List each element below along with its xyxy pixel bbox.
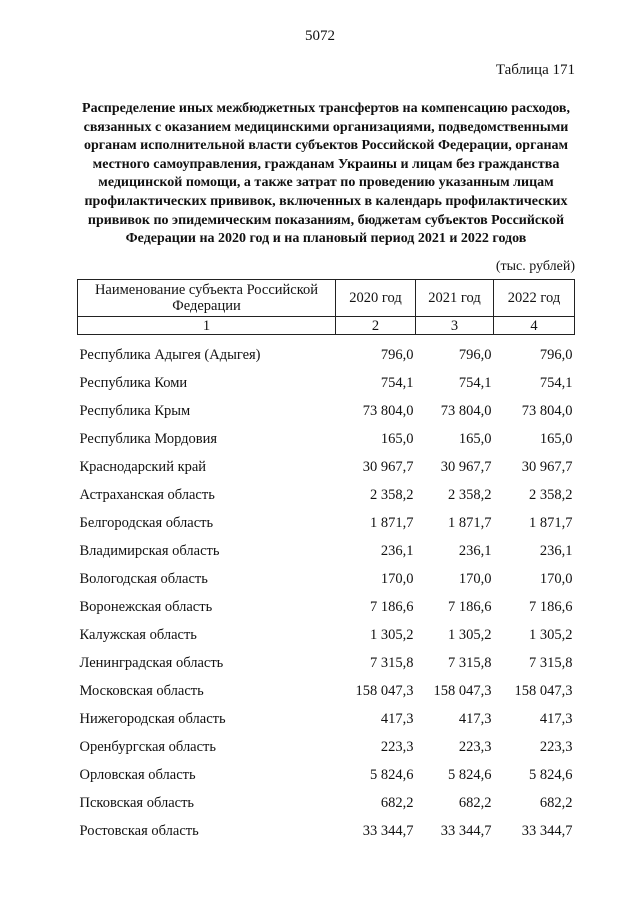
table-row <box>78 705 575 733</box>
region-name-cell: Оренбургская область <box>79 738 217 755</box>
table-row <box>78 369 575 397</box>
value-2020-cell: 2 358,2 <box>370 486 414 503</box>
value-2022-cell: 1 871,7 <box>529 514 573 531</box>
value-2021-cell: 5 824,6 <box>448 766 492 783</box>
value-2022-cell: 417,3 <box>539 710 573 727</box>
value-2022-cell: 7 186,6 <box>529 598 573 615</box>
value-2020-cell: 1 871,7 <box>370 514 414 531</box>
value-2020-cell: 5 824,6 <box>370 766 414 783</box>
table-row <box>78 789 575 817</box>
value-2021-cell: 236,1 <box>458 542 492 559</box>
value-2020-cell: 7 186,6 <box>370 598 414 615</box>
value-2020-cell: 1 305,2 <box>370 626 414 643</box>
value-2021-cell: 1 305,2 <box>448 626 492 643</box>
region-name-cell: Республика Адыгея (Адыгея) <box>79 346 261 363</box>
region-name-cell: Республика Крым <box>79 402 191 419</box>
region-name-cell: Воронежская область <box>79 598 213 615</box>
region-name-cell: Нижегородская область <box>79 710 226 727</box>
value-2020-cell: 33 344,7 <box>362 822 414 839</box>
value-2022-cell: 5 824,6 <box>529 766 573 783</box>
region-name-cell: Краснодарский край <box>79 458 207 475</box>
table-row <box>78 649 575 677</box>
value-2020-cell: 165,0 <box>380 430 414 447</box>
transfers-table <box>77 279 575 845</box>
value-2020-cell: 170,0 <box>380 570 414 587</box>
value-2022-cell: 754,1 <box>539 374 573 391</box>
value-2022-cell: 170,0 <box>539 570 573 587</box>
value-2020-cell: 796,0 <box>380 346 414 363</box>
document-title: Распределение иных межбюджетных трансфертов на компенсацию расходов, связанных с оказанием медицинскими организациями, подведомственными органам исполнительной власти субъектов Российской Федерации, органам местного самоуправления, гражданам Украины и лицам без гражданства медицинской помощи, а также затрат по проведению указанным лицам профилактических прививок, включенных в календарь профилактических прививок по эпидемическим показаниям, бюджетам субъектов Российской Федерации на 2020 год и на плановый период 2021 и 2022 годов <box>82 101 570 247</box>
table-row <box>78 733 575 761</box>
table-body <box>78 335 575 846</box>
value-2022-cell: 30 967,7 <box>521 458 573 475</box>
region-name-cell: Белгородская область <box>79 514 214 531</box>
table-row <box>78 481 575 509</box>
column-number: 2 <box>336 317 416 335</box>
value-2020-cell: 73 804,0 <box>362 402 414 419</box>
table-row <box>78 537 575 565</box>
value-2021-cell: 223,3 <box>458 738 492 755</box>
table-row <box>78 677 575 705</box>
value-2021-cell: 170,0 <box>458 570 492 587</box>
table-row <box>78 761 575 789</box>
region-name-cell: Калужская область <box>79 626 197 643</box>
region-name-cell: Ленинградская область <box>79 654 224 671</box>
table-label: Таблица 171 <box>495 62 575 78</box>
region-name-cell: Республика Коми <box>79 374 188 391</box>
column-numbers-row <box>78 317 575 335</box>
value-2022-cell: 158 047,3 <box>514 682 573 699</box>
value-2020-cell: 223,3 <box>380 738 414 755</box>
region-name-cell: Астраханская область <box>79 486 215 503</box>
region-name-cell: Ростовская область <box>79 822 199 839</box>
region-name-cell: Московская область <box>79 682 204 699</box>
value-2022-cell: 2 358,2 <box>529 486 573 503</box>
region-name-cell: Вологодская область <box>79 570 208 587</box>
value-2021-cell: 158 047,3 <box>433 682 492 699</box>
value-2022-cell: 236,1 <box>539 542 573 559</box>
value-2021-cell: 2 358,2 <box>448 486 492 503</box>
column-number: 3 <box>416 317 494 335</box>
region-name-cell: Псковская область <box>79 794 195 811</box>
value-2020-cell: 417,3 <box>380 710 414 727</box>
units-label: (тыс. рублей) <box>495 259 575 274</box>
value-2021-cell: 1 871,7 <box>448 514 492 531</box>
table-row <box>78 621 575 649</box>
region-name-cell: Республика Мордовия <box>79 430 218 447</box>
value-2021-cell: 7 315,8 <box>448 654 492 671</box>
value-2022-cell: 165,0 <box>539 430 573 447</box>
table-row <box>78 425 575 453</box>
table-row <box>78 453 575 481</box>
header-2022: 2022 год <box>494 280 575 317</box>
table-row <box>78 565 575 593</box>
region-name-cell: Орловская область <box>79 766 196 783</box>
value-2021-cell: 796,0 <box>458 346 492 363</box>
value-2021-cell: 30 967,7 <box>440 458 492 475</box>
header-region-name: Наименование субъекта Российской Федерации <box>78 280 336 317</box>
value-2022-cell: 7 315,8 <box>529 654 573 671</box>
region-name-cell: Владимирская область <box>79 542 220 559</box>
table-row <box>78 397 575 425</box>
value-2020-cell: 682,2 <box>380 794 414 811</box>
value-2022-cell: 33 344,7 <box>521 822 573 839</box>
header-2020: 2020 год <box>336 280 416 317</box>
value-2020-cell: 7 315,8 <box>370 654 414 671</box>
value-2021-cell: 73 804,0 <box>440 402 492 419</box>
table-row <box>78 817 575 845</box>
value-2020-cell: 236,1 <box>380 542 414 559</box>
column-number: 1 <box>78 317 336 335</box>
value-2022-cell: 682,2 <box>539 794 573 811</box>
value-2020-cell: 754,1 <box>380 374 414 391</box>
table-row <box>78 509 575 537</box>
value-2021-cell: 7 186,6 <box>448 598 492 615</box>
table-row <box>78 593 575 621</box>
column-number: 4 <box>494 317 575 335</box>
table-row <box>78 335 575 370</box>
value-2022-cell: 223,3 <box>539 738 573 755</box>
value-2021-cell: 33 344,7 <box>440 822 492 839</box>
value-2021-cell: 682,2 <box>458 794 492 811</box>
value-2022-cell: 73 804,0 <box>521 402 573 419</box>
header-2021: 2021 год <box>416 280 494 317</box>
page-number: 5072 <box>305 28 335 44</box>
value-2022-cell: 1 305,2 <box>529 626 573 643</box>
value-2021-cell: 165,0 <box>458 430 492 447</box>
table-header-row <box>78 280 575 317</box>
value-2020-cell: 30 967,7 <box>362 458 414 475</box>
value-2021-cell: 754,1 <box>458 374 492 391</box>
value-2021-cell: 417,3 <box>458 710 492 727</box>
value-2022-cell: 796,0 <box>539 346 573 363</box>
value-2020-cell: 158 047,3 <box>355 682 414 699</box>
